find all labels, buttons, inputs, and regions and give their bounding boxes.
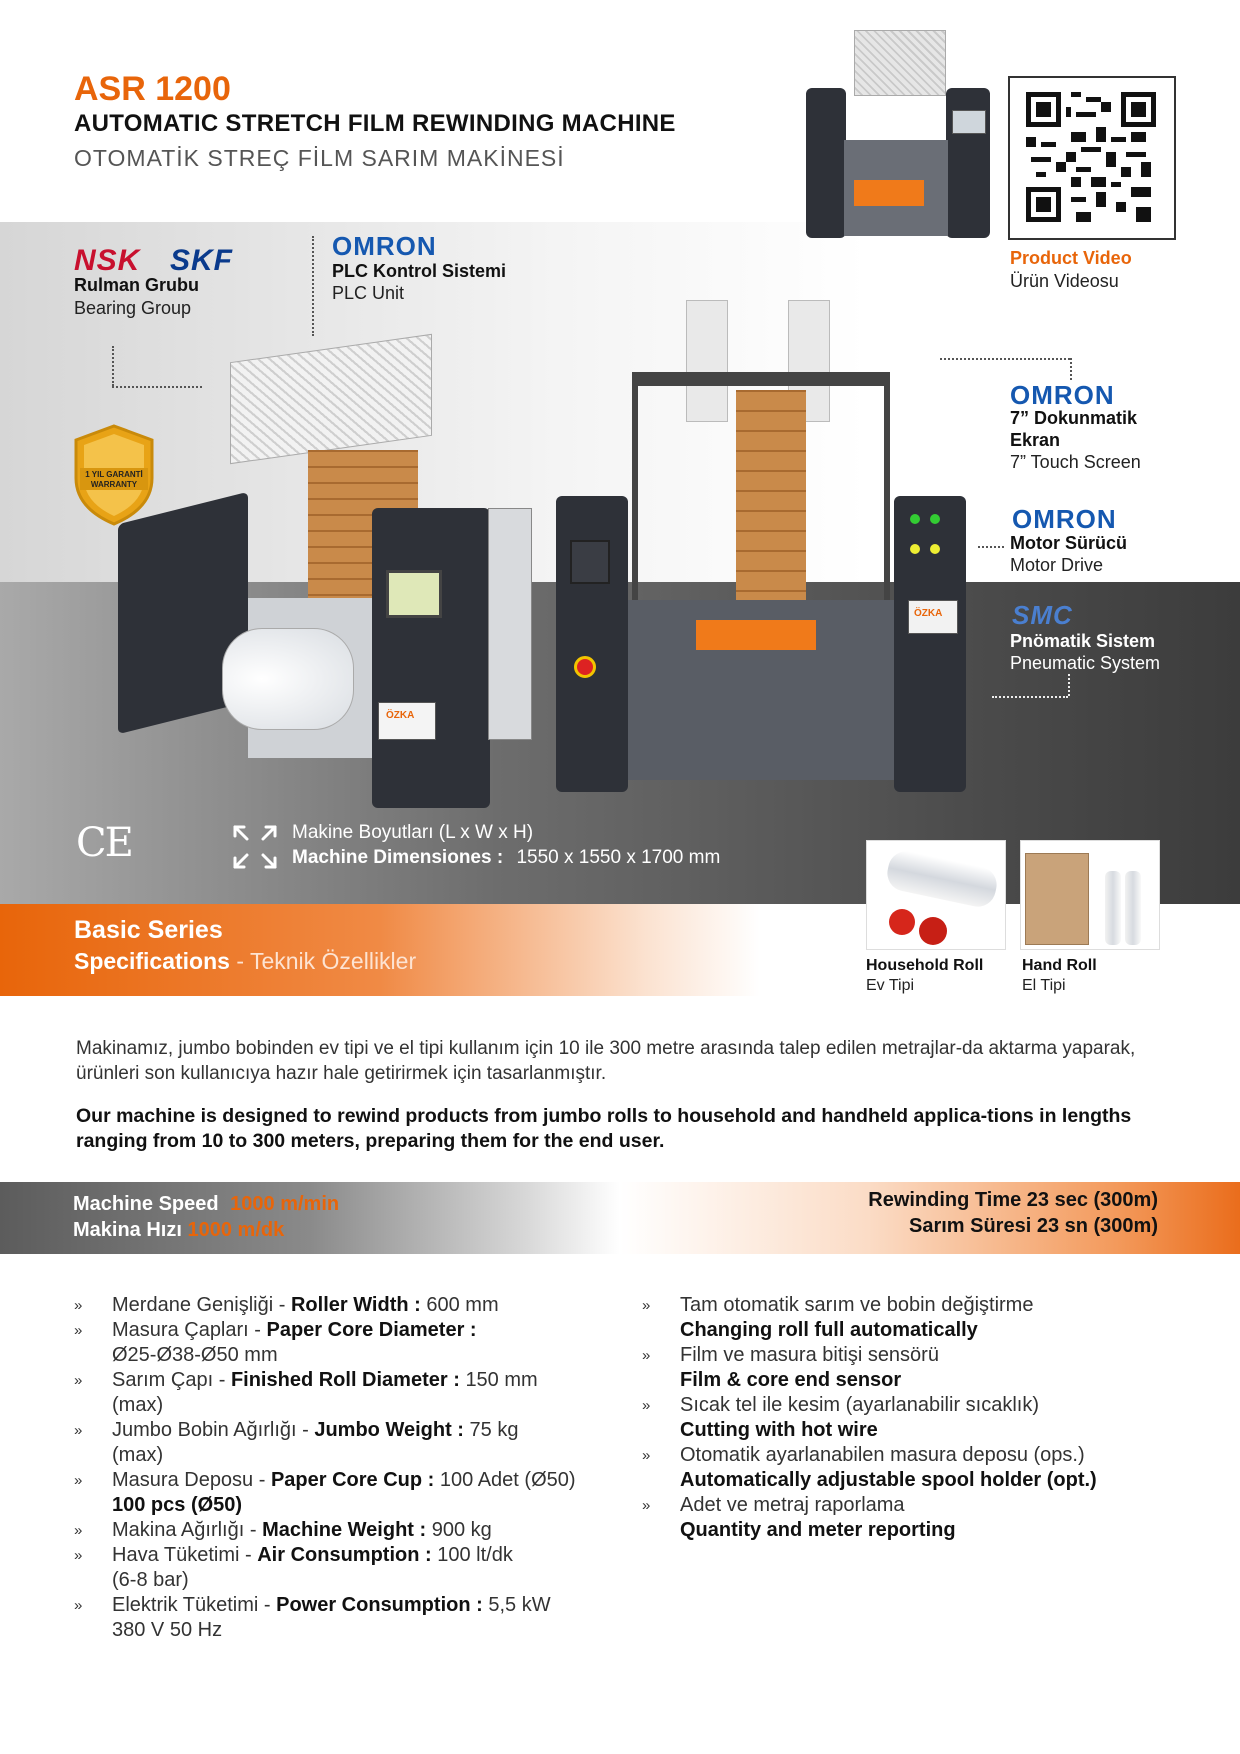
machine-speed-label-en: Machine Speed [73, 1193, 219, 1215]
spec-item: » Merdane Genişliği - Roller Width : 600 mm [74, 1294, 499, 1316]
household-roll-label-tr: Ev Tipi [866, 977, 915, 994]
spec-item: » Makina Ağırlığı - Machine Weight : 900 kg [74, 1519, 492, 1541]
feature-tr: Tam otomatik sarım ve bobin değiştirme [680, 1294, 1034, 1316]
skf-logo: SKF [170, 244, 233, 277]
spec-value: 100 Adet (Ø50) [439, 1469, 576, 1491]
qr-code-icon [1026, 92, 1156, 222]
machine-speed-label-tr: Makina Hızı [73, 1219, 182, 1241]
spec-value: 150 mm [465, 1369, 538, 1391]
touch-label-tr2: Ekran [1010, 430, 1061, 450]
touch-leader-line-v [1070, 358, 1072, 380]
bullet-icon: » [74, 1522, 83, 1539]
warranty-line-1: 1 YIL GARANTİ [85, 470, 143, 479]
product-video-qr-code[interactable] [1008, 76, 1176, 240]
bullet-icon: » [74, 1547, 83, 1564]
feature-tr: Film ve masura bitişi sensörü [680, 1344, 939, 1366]
spec-value-2: 100 pcs (Ø50) [112, 1494, 243, 1516]
bullet-icon: » [74, 1372, 83, 1389]
pneumatic-label-en: Pneumatic System [1010, 653, 1161, 673]
spec-tr: Jumbo Bobin Ağırlığı [112, 1419, 297, 1441]
spec-en: Jumbo Weight : [314, 1419, 464, 1441]
expand-arrows-icon [232, 824, 278, 875]
dimensions-label-en: Machine Dimensiones : [292, 847, 504, 868]
household-roll-image [866, 840, 1006, 950]
bearing-leader-line [112, 346, 114, 386]
spec-tr: Elektrik Tüketimi [112, 1594, 259, 1616]
feature-en: Changing roll full automatically [680, 1319, 978, 1341]
spec-item: » Elektrik Tüketimi - Power Consumption : 5,5 kW 380 V 50 Hz [74, 1594, 551, 1641]
machine-speed-value-tr: 1000 m/dk [187, 1219, 285, 1241]
bullet-icon: » [642, 1397, 651, 1414]
plc-label-en: PLC Unit [332, 283, 405, 303]
spec-tr: Merdane Genişliği [112, 1294, 274, 1316]
feature-en: Film & core end sensor [680, 1369, 902, 1391]
spec-en: Roller Width : [290, 1294, 421, 1316]
machine-speed-en [73, 1193, 339, 1216]
spec-value: 75 kg [469, 1419, 519, 1441]
spec-en: Finished Roll Diameter : [230, 1369, 460, 1391]
feature-item [642, 1293, 1182, 1343]
spec-en: Paper Core Cup : [270, 1469, 435, 1491]
bullet-icon: » [74, 1597, 83, 1614]
spec-value: 600 mm [426, 1294, 499, 1316]
bullet-icon: » [74, 1297, 83, 1314]
specs-right-list [642, 1293, 1182, 1553]
bullet-icon: » [642, 1347, 651, 1364]
spec-tr: Sarım Çapı [112, 1369, 214, 1391]
description-turkish: Makinamız, jumbo bobinden ev tipi ve el tipi kullanım için 10 ile 300 metre arasında talep edilen metrajlar-da aktarma yaparak, ürünleri son kullanıcıya hazır hale getirirmek için tasarlanmıştır. [76, 1038, 1136, 1084]
machine-image-left [118, 338, 530, 816]
machine-brand-label-right: ÖZKA [914, 608, 943, 619]
spec-en: Paper Core Diameter : [266, 1319, 477, 1341]
spec-item: » Masura Deposu - Paper Core Cup : 100 Adet (Ø50) 100 pcs (Ø50) [74, 1469, 576, 1516]
bullet-icon: » [74, 1422, 83, 1439]
specs-left-list [74, 1293, 634, 1641]
smc-logo: SMC [1012, 600, 1073, 630]
feature-item [642, 1343, 1182, 1393]
bullet-icon: » [642, 1297, 651, 1314]
spec-value-2: (max) [112, 1444, 164, 1466]
bullet-icon: » [642, 1497, 651, 1514]
feature-en: Quantity and meter reporting [680, 1519, 956, 1541]
bullet-icon: » [74, 1472, 83, 1489]
description-english: Our machine is designed to rewind products from jumbo rolls to household and handheld applica-tions in lengths ranging from 10 to 300 meters, preparing them for the end user. [76, 1105, 1132, 1152]
pneumatic-leader-line-h [992, 696, 1068, 698]
dimensions-value: 1550 x 1550 x 1700 mm [516, 847, 721, 868]
product-video-subtitle: Ürün Videosu [1010, 271, 1119, 291]
spec-item: » Masura Çapları - Paper Core Diameter : Ø25-Ø38-Ø50 mm [74, 1319, 477, 1366]
feature-item [642, 1443, 1182, 1493]
bullet-icon: » [74, 1322, 83, 1339]
machine-brand-label-left: ÖZKA [386, 710, 415, 721]
spec-value: 900 kg [431, 1519, 492, 1541]
spec-value: 5,5 kW [488, 1594, 551, 1616]
spec-value-2: 380 V 50 Hz [112, 1619, 223, 1641]
title-english: AUTOMATIC STRETCH FILM REWINDING MACHINE [74, 110, 676, 137]
feature-tr: Adet ve metraj raporlama [680, 1494, 905, 1516]
dimensions-en-row [292, 847, 720, 869]
spec-value: 100 lt/dk [437, 1544, 513, 1566]
omron-logo-touch: OMRON [1010, 380, 1115, 410]
specifications-heading [74, 948, 416, 975]
rewinding-time-en: Rewinding Time 23 sec (300m) [868, 1189, 1158, 1211]
spec-en: Machine Weight : [262, 1519, 427, 1541]
touch-label-en: 7” Touch Screen [1010, 452, 1141, 472]
model-name: ASR 1200 [74, 70, 231, 108]
spec-tr: Masura Çapları [112, 1319, 249, 1341]
motor-leader-line [978, 546, 1004, 548]
pneumatic-label-tr: Pnömatik Sistem [1010, 631, 1156, 651]
spec-value: Ø25-Ø38-Ø50 mm [112, 1344, 278, 1366]
omron-logo-plc: OMRON [332, 231, 437, 261]
ce-mark: CE [76, 820, 132, 866]
feature-item [642, 1393, 1182, 1443]
hand-roll-label-tr: El Tipi [1022, 977, 1066, 994]
specifications-en: Specifications [74, 948, 230, 974]
spec-en: Power Consumption : [276, 1594, 483, 1616]
omron-logo-motor: OMRON [1012, 504, 1117, 534]
spec-item: » Sarım Çapı - Finished Roll Diameter : 150 mm (max) [74, 1369, 538, 1416]
hand-roll-label-en: Hand Roll [1022, 957, 1097, 974]
machine-speed-tr [73, 1219, 284, 1242]
plc-label-tr: PLC Kontrol Sistemi [332, 261, 507, 281]
bearing-label-tr: Rulman Grubu [74, 275, 199, 295]
machine-speed-value-en: 1000 m/min [230, 1193, 340, 1215]
rewinding-time-tr: Sarım Süresi 23 sn (300m) [908, 1215, 1158, 1237]
nsk-logo: NSK [74, 244, 141, 277]
plc-leader-line [312, 236, 314, 336]
feature-item [642, 1493, 1182, 1543]
spec-item: » Hava Tüketimi - Air Consumption : 100 lt/dk (6-8 bar) [74, 1544, 513, 1591]
motor-label-tr: Motor Sürücü [1010, 533, 1127, 553]
feature-en: Automatically adjustable spool holder (opt.) [680, 1469, 1097, 1491]
series-title: Basic Series [74, 916, 223, 944]
warranty-line-2: WARRANTY [90, 480, 138, 489]
household-roll-label-en: Household Roll [866, 957, 984, 974]
machine-preview-image [806, 30, 990, 240]
spec-item: » Jumbo Bobin Ağırlığı - Jumbo Weight : 75 kg (max) [74, 1419, 519, 1466]
feature-en: Cutting with hot wire [680, 1419, 878, 1441]
motor-label-en: Motor Drive [1010, 555, 1104, 575]
spec-value-2: (6-8 bar) [112, 1569, 189, 1591]
hand-roll-image [1020, 840, 1160, 950]
spec-tr: Hava Tüketimi [112, 1544, 240, 1566]
spec-tr: Masura Deposu [112, 1469, 254, 1491]
pneumatic-leader-line [1068, 674, 1070, 696]
bullet-icon: » [642, 1447, 651, 1464]
product-video-title[interactable]: Product Video [1010, 248, 1132, 268]
feature-tr: Otomatik ayarlanabilen masura deposu (ops.) [680, 1444, 1085, 1466]
dimensions-label-tr: Makine Boyutları (L x W x H) [292, 822, 534, 843]
feature-tr: Sıcak tel ile kesim (ayarlanabilir sıcaklık) [680, 1394, 1039, 1416]
bearing-label-en: Bearing Group [74, 298, 192, 318]
machine-image-right [556, 300, 966, 800]
title-turkish: OTOMATİK STREÇ FİLM SARIM MAKİNESİ [74, 145, 565, 171]
spec-en: Air Consumption : [257, 1544, 432, 1566]
spec-tr: Makina Ağırlığı [112, 1519, 245, 1541]
touch-label-tr1: 7” Dokunmatik [1010, 408, 1138, 428]
specifications-tr: - Teknik Özellikler [229, 948, 417, 974]
spec-value-2: (max) [112, 1394, 164, 1416]
